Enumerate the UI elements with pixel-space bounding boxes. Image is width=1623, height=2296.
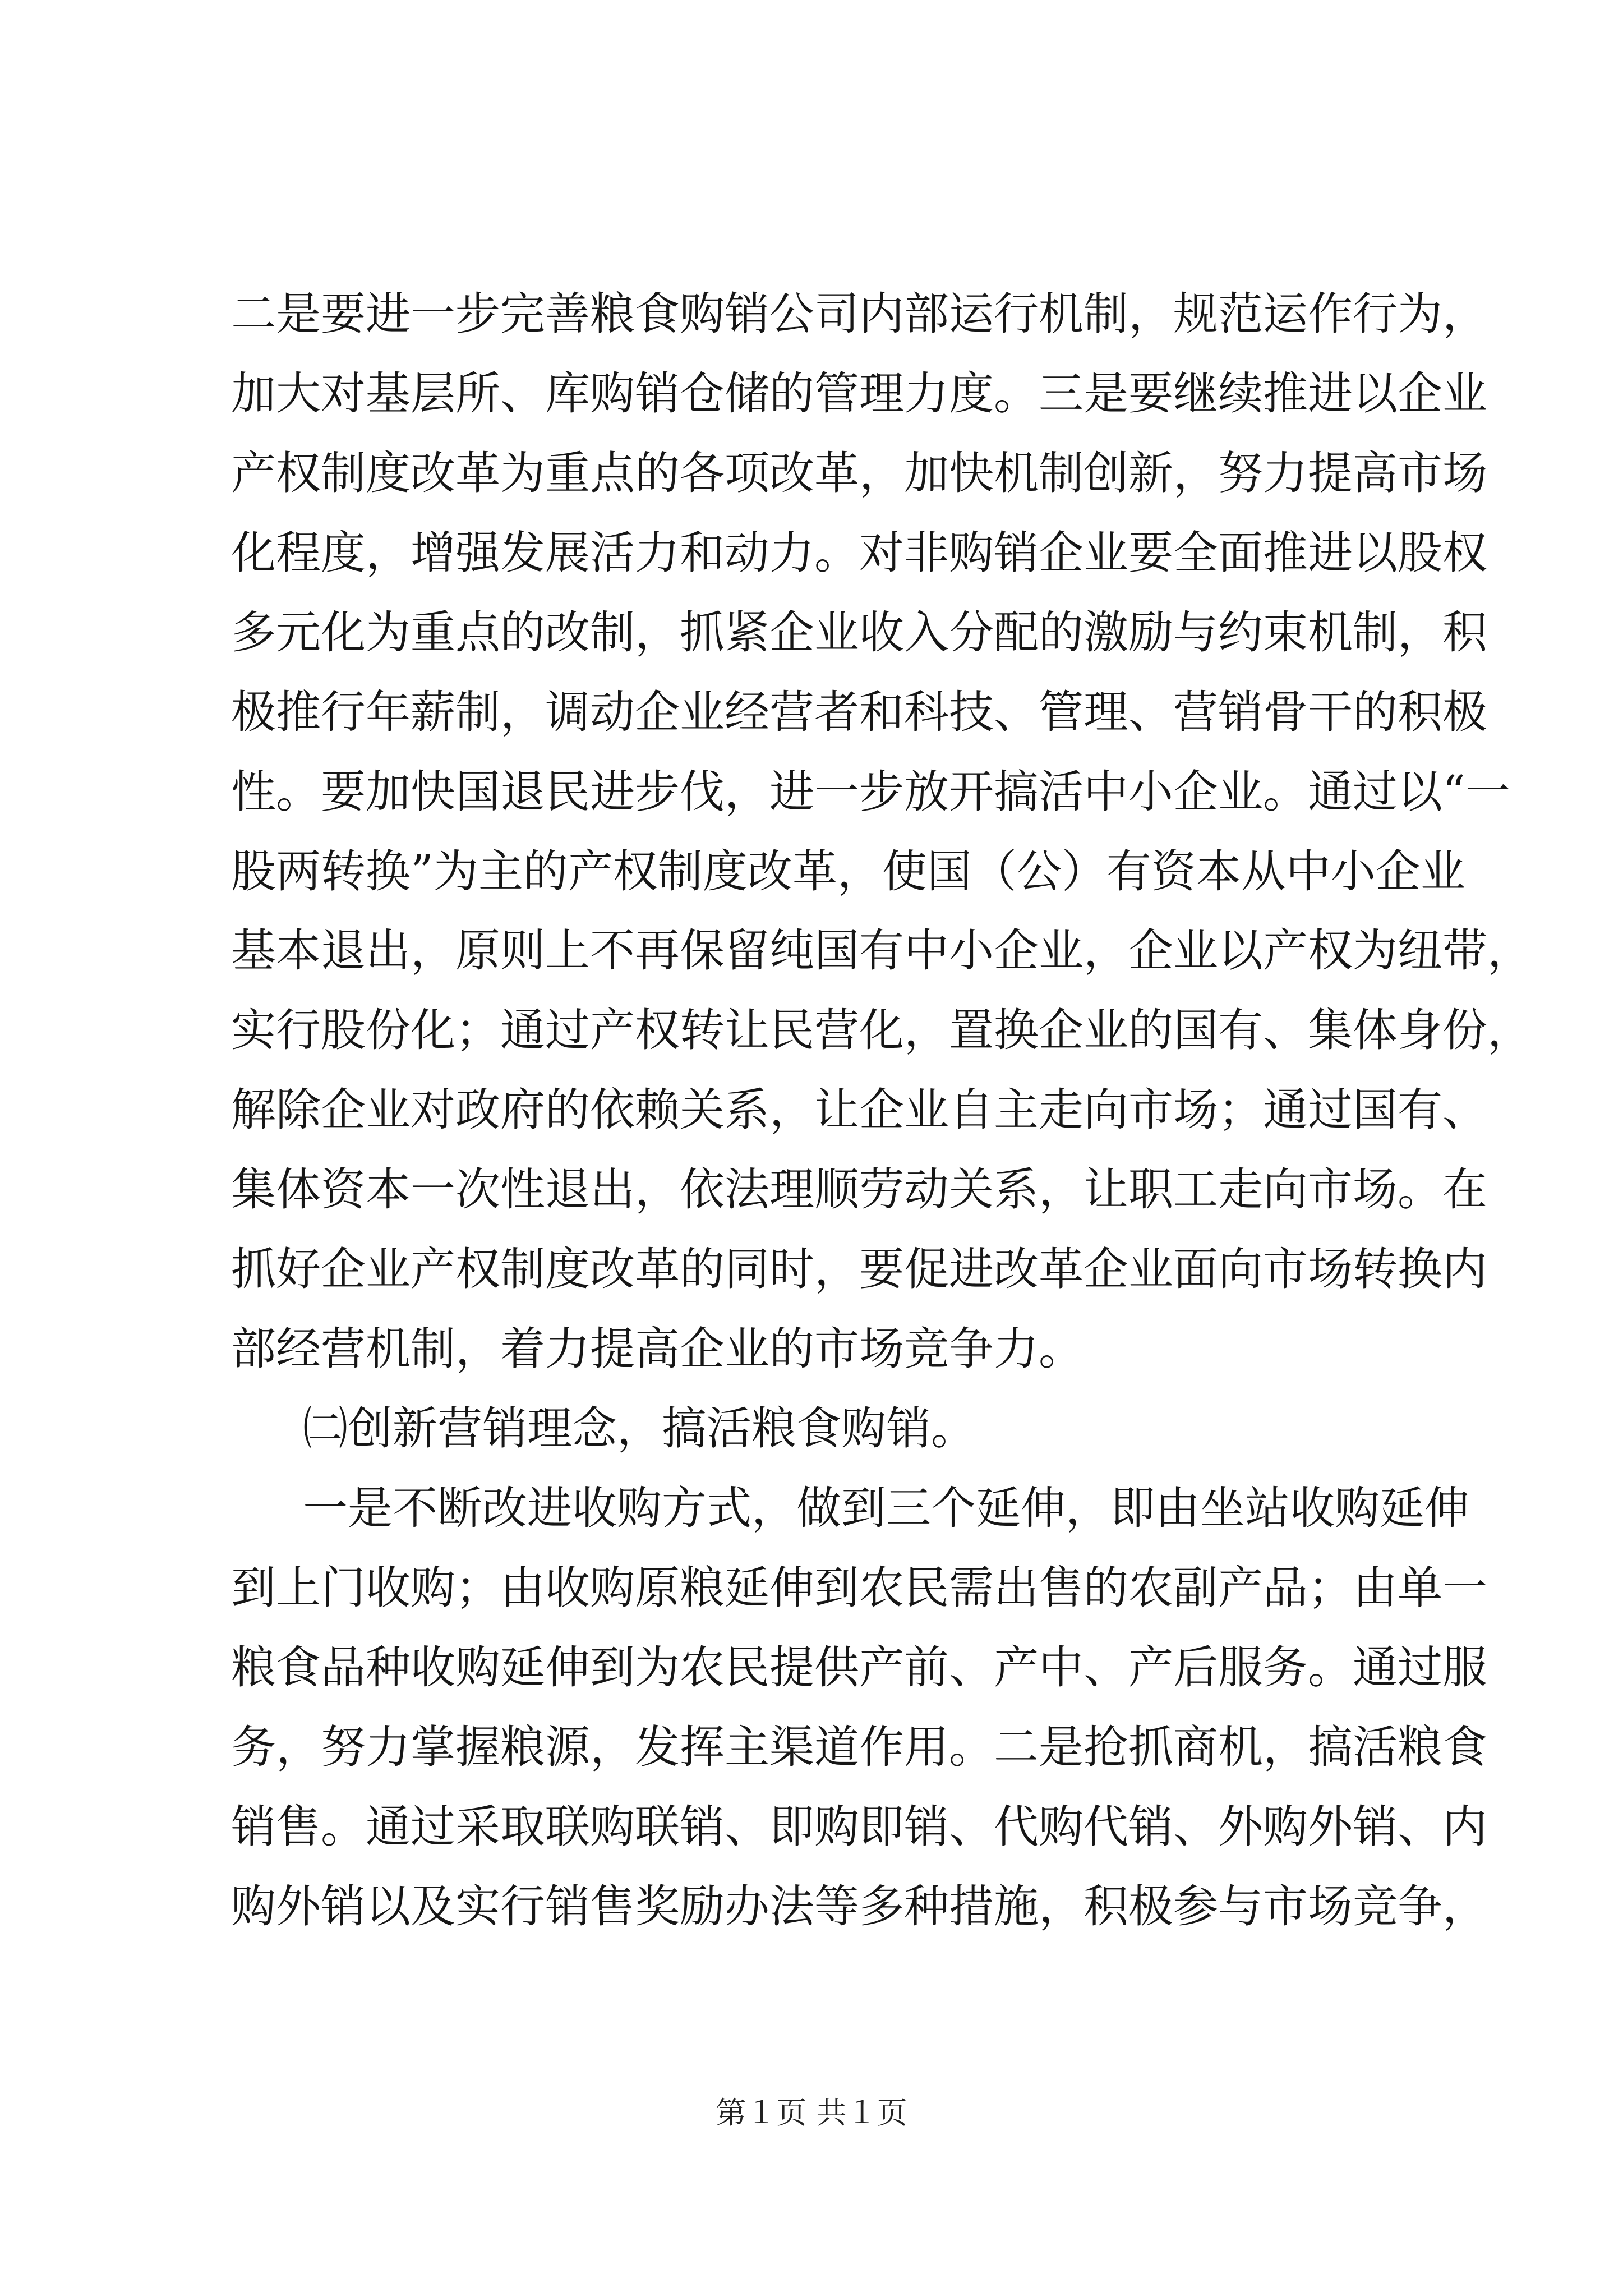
body-text-line: 基本退出，原则上不再保留纯国有中小企业，企业以产权为纽带， <box>231 924 1532 977</box>
body-text-line: 粮食品种收购延伸到为农民提供产前、产中、产后服务。通过服 <box>231 1641 1487 1694</box>
body-text-line: 部经营机制，着力提高企业的市场竞争力。 <box>231 1323 1083 1375</box>
body-text-line: 解除企业对政府的依赖关系，让企业自主走向市场；通过国有、 <box>231 1084 1487 1136</box>
body-text-line: 二是要进一步完善粮食购销公司内部运行机制，规范运作行为， <box>231 288 1487 340</box>
body-text-line: 抓好企业产权制度改革的同时，要促进改革企业面向市场转换内 <box>231 1243 1487 1295</box>
body-text-line: 产权制度改革为重点的各项改革，加快机制创新，努力提高市场 <box>231 447 1487 499</box>
body-text-line: 化程度，增强发展活力和动力。对非购销企业要全面推进以股权 <box>231 527 1487 579</box>
body-text-line: 加大对基层所、库购销仓储的管理力度。三是要继续推进以企业 <box>231 367 1487 420</box>
body-text-line: 务，努力掌握粮源，发挥主渠道作用。二是抢抓商机，搞活粮食 <box>231 1721 1487 1773</box>
body-text-line: 股两转换”为主的产权制度改革，使国（公）有资本从中小企业 <box>231 845 1465 898</box>
body-text-line: 集体资本一次性退出，依法理顺劳动关系，让职工走向市场。在 <box>231 1163 1487 1216</box>
body-text-line: 极推行年薪制，调动企业经营者和科技、管理、营销骨干的积极 <box>231 686 1487 738</box>
body-text-line: 购外销以及实行销售奖励办法等多种措施，积极参与市场竞争， <box>231 1880 1487 1932</box>
body-text-line: 一是不断改进收购方式，做到三个延伸，即由坐站收购延伸 <box>303 1482 1469 1534</box>
body-text-line: 多元化为重点的改制，抓紧企业收入分配的激励与约束机制，积 <box>231 606 1487 659</box>
body-text-line: 到上门收购；由收购原粮延伸到农民需出售的农副产品；由单一 <box>231 1562 1487 1614</box>
body-text-line: 性。要加快国退民进步伐，进一步放开搞活中小企业。通过以“一 <box>231 766 1510 818</box>
body-text-line: 销售。通过采取联购联销、即购即销、代购代销、外购外销、内 <box>231 1801 1487 1853</box>
body-text-line: 实行股份化；通过产权转让民营化，置换企业的国有、集体身份， <box>231 1004 1532 1056</box>
page-footer: 第１页 共１页 <box>716 2095 907 2131</box>
section-heading: ㈡创新营销理念，搞活粮食购销。 <box>303 1402 976 1455</box>
